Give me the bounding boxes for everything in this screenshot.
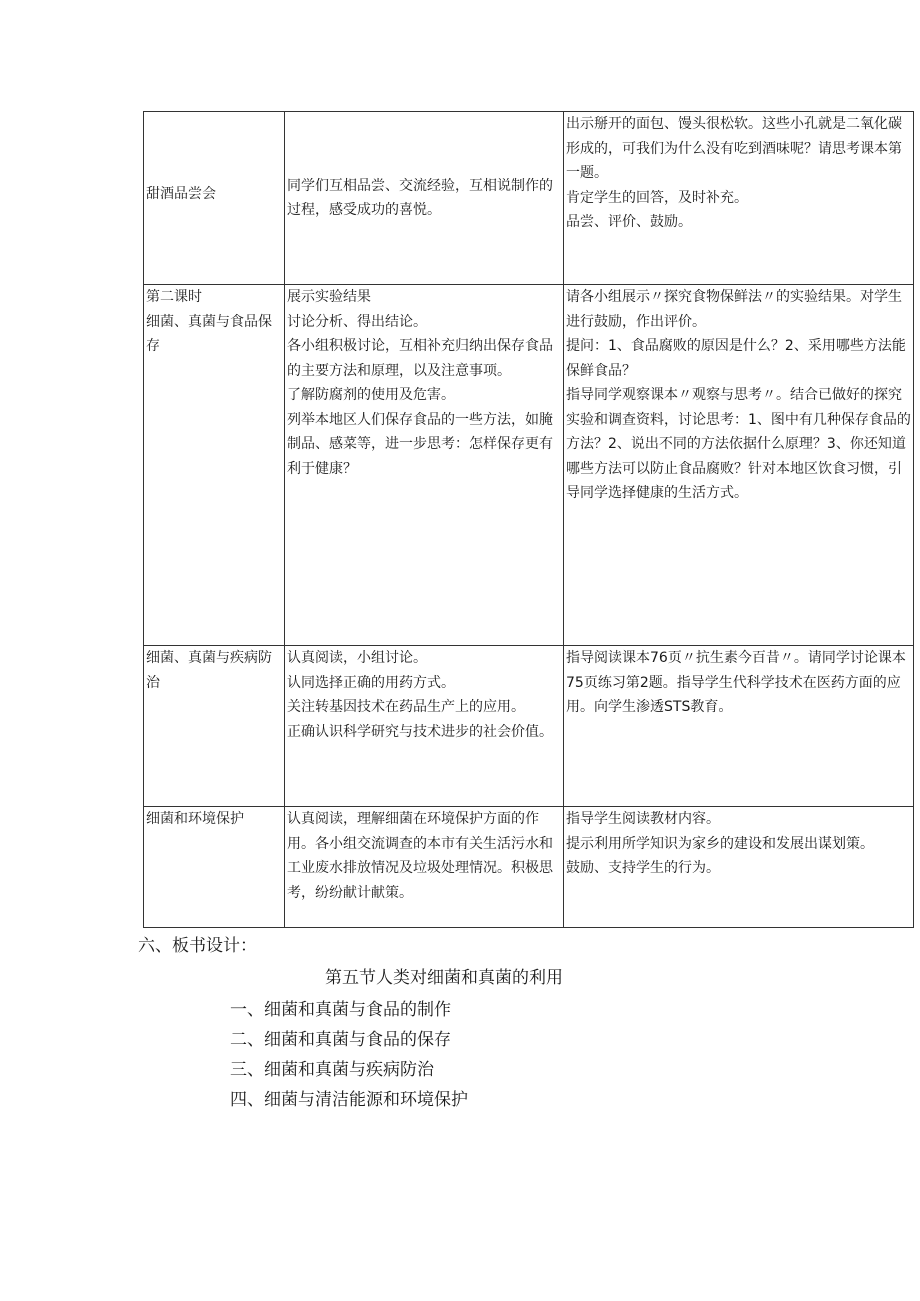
cell-text: 指导阅读课本76页〃抗生素今百昔〃。请同学讨论课本75页练习第2题。指导学生代科学技术在医药方面的应用。向学生渗透STS教育。 — [566, 650, 906, 715]
activity-cell — [144, 112, 285, 285]
table-row — [144, 285, 914, 646]
cell-text: 列举本地区人们保存食品的一些方法，如腌制品、感菜等，进一步思考：怎样保存更有利于健康？ — [287, 411, 553, 477]
cell-text: 各小组积极讨论，互相补充归纳出保存食品的主要方法和原理，以及注意事项。 — [287, 338, 553, 379]
cell-text: 指导学生阅读教材内容。 — [566, 811, 720, 827]
cell-text: 认真阅读，理解细菌在环境保护方面的作用。各小组交流调查的本市有关生活污水和工业废水排放情况及垃圾处理情况。积极思考，纷纷献计献策。 — [287, 811, 553, 901]
cell-text: 提示利用所学知识为家乡的建设和发展出谋划策。 — [566, 835, 874, 852]
cell-text: 了解防腐剂的使用及危害。 — [287, 387, 455, 403]
activity-cell — [144, 285, 285, 646]
cell-text: 认同选择正确的用药方式。 — [287, 674, 455, 691]
table-row — [144, 646, 914, 807]
cell-text: 正确认识科学研究与技术进步的社会价值。 — [287, 723, 553, 740]
cell-text: 展示实验结果 — [287, 289, 371, 305]
board-design-item: 四、细菌与清洁能源和环境保护 — [230, 1090, 468, 1110]
cell-text: 认真阅读，小组讨论。 — [287, 650, 427, 666]
cell-text: 细菌、真菌与疾病防治 — [146, 650, 272, 691]
teacher-activity-cell — [564, 646, 914, 807]
student-activity-cell — [285, 807, 564, 928]
board-design-item: 二、细菌和真菌与食品的保存 — [230, 1030, 451, 1050]
activity-cell — [144, 646, 285, 807]
board-design-heading: 六、板书设计： — [138, 936, 257, 956]
cell-text: 细菌、真菌与食品保存 — [146, 313, 272, 354]
cell-text: 请各小组展示〃探究食物保鲜法〃的实验结果。对学生进行鼓励，作出评价。 — [566, 289, 902, 330]
board-design-title: 第五节人类对细菌和真菌的利用 — [325, 968, 563, 988]
table-row — [144, 112, 914, 285]
cell-text: 出示掰开的面包、馒头很松软。这些小孔就是二氧化碳形成的，可我们为什么没有吃到酒味呢？请思考课本第一题。 — [566, 116, 902, 181]
cell-text: 讨论分析、得出结论。 — [287, 313, 427, 330]
teacher-activity-cell — [564, 285, 914, 646]
teacher-activity-cell — [564, 112, 914, 285]
board-design-item: 三、细菌和真菌与疾病防治 — [230, 1060, 434, 1080]
cell-text: 指导同学观察课本〃观察与思考〃。结合已做好的探究实验和调查资料，讨论思考：1、图中有几种保存食品的方法？2、说出不同的方法依据什么原理？3、你还知道哪些方法可以防止食品腐败？针对本地区饮食习惯，引导同学选择健康的生活方式。 — [566, 387, 911, 501]
cell-text: 肯定学生的回答，及时补充。 — [566, 189, 748, 206]
cell-text: 关注转基因技术在药品生产上的应用。 — [287, 699, 525, 715]
board-design-item: 一、细菌和真菌与食品的制作 — [230, 1000, 451, 1020]
student-activity-cell — [285, 646, 564, 807]
table-row — [144, 807, 914, 928]
cell-text: 同学们互相品尝、交流经验，互相说制作的过程，感受成功的喜悦。 — [287, 177, 553, 218]
student-activity-cell — [285, 285, 564, 646]
cell-text: 提问：1、食品腐败的原因是什么？2、采用哪些方法能保鲜食品？ — [566, 338, 906, 379]
cell-text: 鼓励、支持学生的行为。 — [566, 860, 720, 876]
activity-cell — [144, 807, 285, 928]
student-activity-cell — [285, 112, 564, 285]
lesson-plan-table — [143, 111, 914, 928]
cell-text: 细菌和环境保护 — [146, 811, 244, 827]
teacher-activity-cell — [564, 807, 914, 928]
cell-text: 甜酒品尝会 — [146, 185, 216, 202]
cell-text: 品尝、评价、鼓励。 — [566, 214, 692, 230]
cell-text: 第二课时 — [146, 289, 202, 305]
